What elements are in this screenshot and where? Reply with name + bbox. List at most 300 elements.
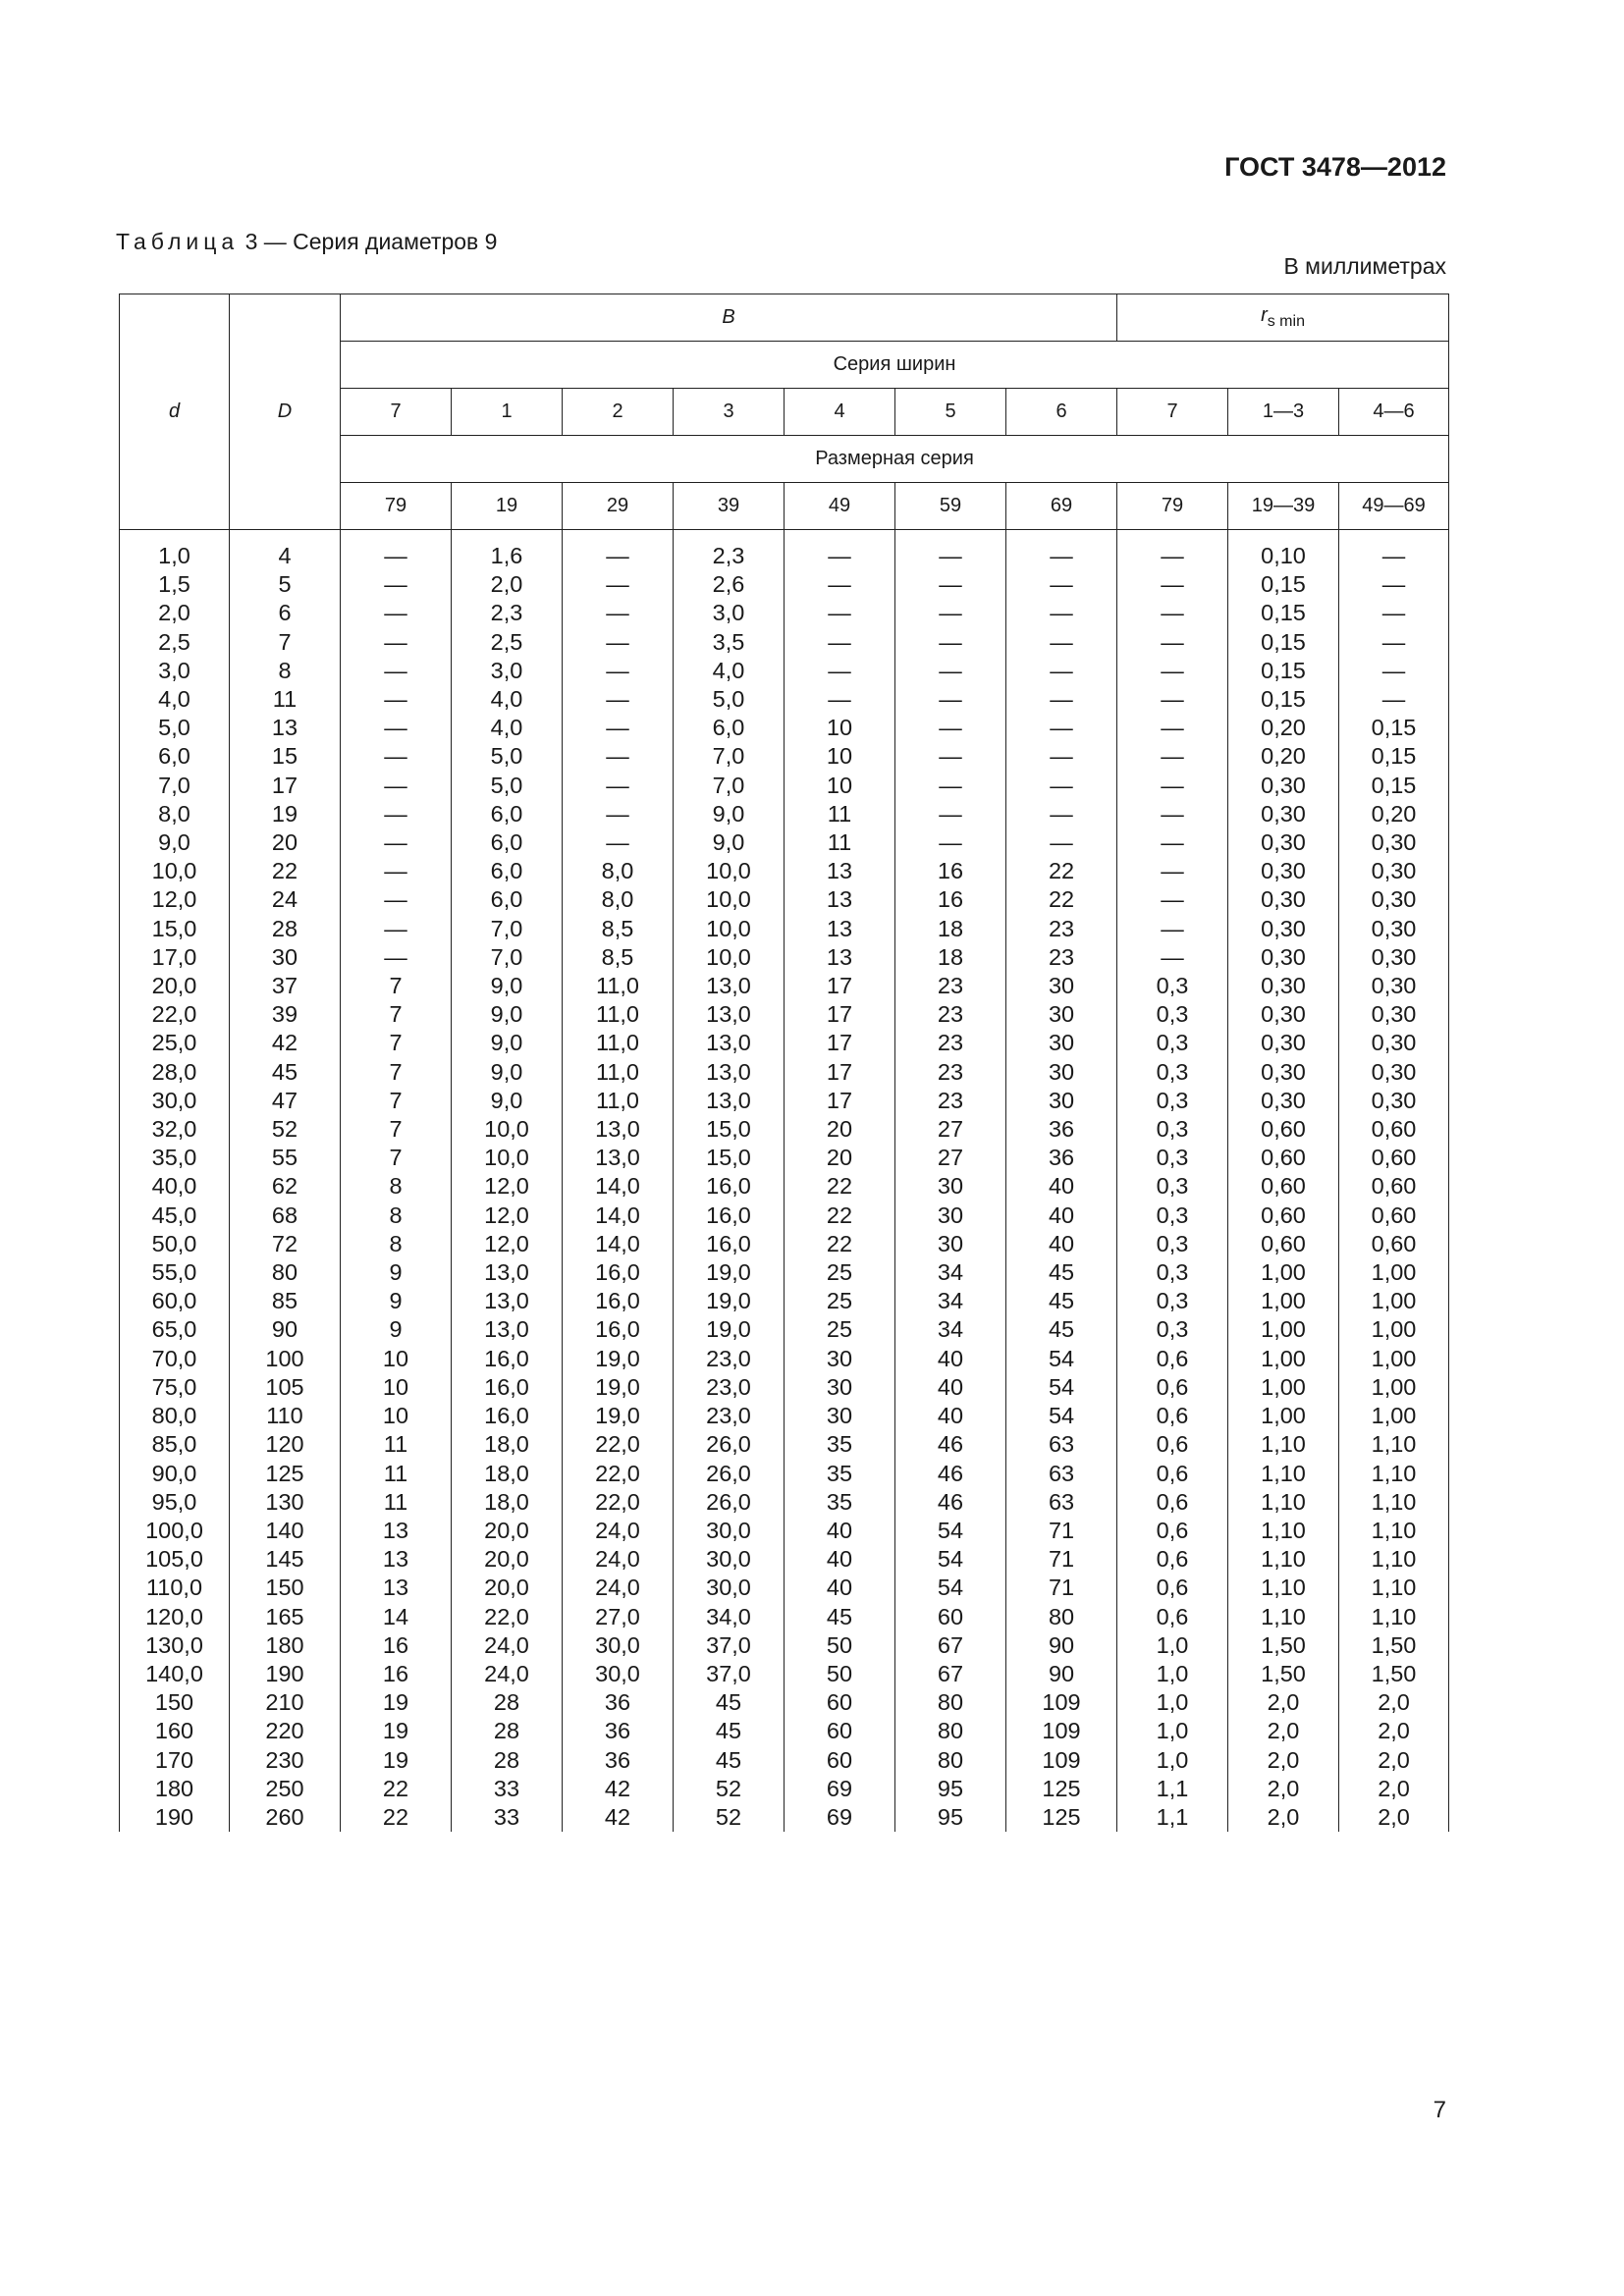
table-cell: 23,0 [706,1373,751,1400]
table-cell: 45 [271,1058,298,1085]
col-rs-1-3-group [1228,1402,1339,1545]
col-b-7-group [341,1402,452,1545]
table-cell: 230 [265,1746,304,1773]
col-rs-1-3-group [1228,828,1339,972]
table-cell: 2,0 [1267,1803,1300,1830]
table-cell: — [939,686,962,713]
table-cell: — [606,600,629,626]
table-cell: 1,0 [1156,1746,1189,1773]
table-cell: 45,0 [151,1201,197,1228]
table-cell: 5,0 [490,743,523,770]
table-cell: 2,0 [1267,1689,1300,1716]
table-cell: 0,30 [1261,886,1306,913]
table-cell: 100 [265,1345,304,1371]
table-cell: 15,0 [151,915,197,941]
table-cell: 8,5 [601,915,634,941]
table-cell: 25,0 [151,1030,197,1056]
col-b-2-group [563,972,674,1115]
page-number: 7 [1433,2097,1446,2123]
col-rs-1-3-group [1228,972,1339,1115]
table-cell: 20,0 [151,973,197,999]
table-cell: 28 [271,915,298,941]
table-cell: 7 [389,1030,403,1056]
col-rs-7-group [1117,1402,1228,1545]
table-cell: 16 [937,858,964,884]
table-cell: — [384,943,407,970]
table-cell: 75,0 [151,1373,197,1400]
col-b-6-group [1006,972,1117,1115]
table-cell: 250 [265,1775,304,1801]
table-cell: 42 [271,1030,298,1056]
dim-series-cell-2: 29 [563,483,674,530]
table-cell: 19 [382,1718,409,1744]
table-cell: 45 [1048,1259,1075,1286]
table-cell: — [606,715,629,741]
table-cell: 60 [826,1718,853,1744]
table-cell: 50 [826,1660,853,1686]
table-cell: 0,30 [1371,915,1417,941]
table-cell: 35 [826,1431,853,1458]
table-cell: 3,0 [712,600,745,626]
table-cell: 1,00 [1261,1373,1306,1400]
table-cell: 120,0 [145,1603,203,1629]
table-cell: 0,30 [1261,858,1306,884]
table-cell: 9,0 [712,829,745,856]
table-cell: 24,0 [484,1631,529,1658]
col-D-group [230,685,341,828]
table-cell: 30 [1048,1001,1075,1028]
table-cell: 0,60 [1261,1201,1306,1228]
table-cell: 1,50 [1261,1660,1306,1686]
col-b-4-group [785,530,895,686]
table-cell: 0,3 [1156,1201,1189,1228]
table-cell: 9,0 [490,1058,523,1085]
table-cell: 0,30 [1371,1030,1417,1056]
table-cell: 27 [937,1145,964,1171]
table-cell: 46 [937,1431,964,1458]
table-cell: — [828,543,851,568]
table-cell: 54 [1048,1403,1075,1429]
table-cell: 150 [265,1575,304,1601]
table-cell: 1,6 [490,543,523,568]
units-note: В миллиметрах [1283,253,1446,279]
table-cell: 6,0 [490,800,523,827]
table-cell: 16,0 [484,1345,529,1371]
table-cell: 5 [278,571,292,598]
table-cell: 8,0 [601,858,634,884]
col-rs-4-6-group [1339,1115,1449,1258]
table-cell: 13 [826,943,853,970]
table-cell: 1,10 [1371,1460,1417,1486]
table-cell: — [606,657,629,683]
table-cell: 145 [265,1546,304,1573]
table-cell: 1,00 [1371,1403,1417,1429]
col-d-group [120,530,230,686]
table-cell: 19,0 [706,1288,751,1314]
table-cell: 0,6 [1156,1546,1189,1573]
table-cell: 36 [604,1746,631,1773]
table-cell: 36 [1048,1145,1075,1171]
table-cell: 22 [382,1775,409,1801]
table-cell: 46 [937,1488,964,1515]
table-cell: 37 [271,973,298,999]
col-b-5-group [895,828,1006,972]
table-cell: 6,0 [712,715,745,741]
table-cell: 20,0 [484,1517,529,1543]
col-b-3-group [674,530,785,686]
table-cell: 0,30 [1371,858,1417,884]
col-b-6-group [1006,1688,1117,1832]
dim-series-cell-0: 79 [341,483,452,530]
table-cell: 28,0 [151,1058,197,1085]
table-cell: 12,0 [484,1201,529,1228]
table-cell: 85,0 [151,1431,197,1458]
col-d-group [120,1402,230,1545]
col-b-4-group [785,828,895,972]
table-cell: — [939,743,962,770]
table-cell: 13,0 [595,1145,640,1171]
table-cell: 95,0 [151,1488,197,1515]
table-cell: 22 [826,1173,853,1200]
table-cell: 0,30 [1371,1058,1417,1085]
dim-series-label: Размерная серия [341,436,1449,483]
group-header-B: B [341,294,1117,342]
table-cell: 2,0 [1378,1775,1410,1801]
table-cell: 11,0 [596,1087,639,1113]
table-cell: 60 [937,1603,964,1629]
table-cell: — [606,686,629,713]
dim-series-cell-8: 19—39 [1228,483,1339,530]
table-cell: 32,0 [151,1116,197,1143]
table-cell: 23 [1048,915,1075,941]
table-cell: 7 [389,1001,403,1028]
table-cell: 2,0 [1267,1718,1300,1744]
table-cell: 1,10 [1261,1603,1306,1629]
table-cell: 10 [826,772,853,798]
table-cell: — [384,686,407,713]
table-cell: — [1050,829,1073,856]
col-b-1-group [452,1115,563,1258]
diameter-series-table [119,294,1449,1832]
table-cell: — [1161,829,1184,856]
col-b-4-group [785,1545,895,1688]
table-cell: 6,0 [490,829,523,856]
table-cell: 10,0 [484,1145,529,1171]
table-cell: — [939,829,962,856]
row-group [120,685,1449,828]
col-b-3-group [674,1545,785,1688]
table-cell: 0,60 [1371,1230,1417,1256]
table-cell: 10,0 [151,858,197,884]
table-cell: 71 [1048,1575,1075,1601]
table-cell: 1,00 [1261,1316,1306,1343]
table-cell: 35 [826,1460,853,1486]
table-cell: 17 [826,1030,853,1056]
col-b-1-group [452,530,563,686]
col-rs-4-6-group [1339,1688,1449,1832]
col-b-1-group [452,972,563,1115]
col-b-3-group [674,972,785,1115]
table-cell: 71 [1048,1546,1075,1573]
table-cell: 13,0 [595,1116,640,1143]
table-cell: 6,0 [158,743,190,770]
table-cell: 0,6 [1156,1403,1189,1429]
table-cell: 0,30 [1261,973,1306,999]
table-cell: 80 [271,1259,298,1286]
table-cell: 23 [1048,943,1075,970]
table-cell: 11 [827,800,852,827]
col-d-group [120,1115,230,1258]
table-cell: 10,0 [706,943,751,970]
col-b-5-group [895,1258,1006,1402]
col-D-group [230,828,341,972]
table-cell: 30 [1048,1058,1075,1085]
col-b-6-group [1006,685,1117,828]
table-cell: 16,0 [595,1259,640,1286]
table-cell: 16,0 [595,1316,640,1343]
table-cell: 24 [271,886,298,913]
row-group [120,972,1449,1115]
table-cell: 30 [1048,1087,1075,1113]
table-cell: 5,0 [712,686,745,713]
table-cell: 13,0 [706,973,751,999]
table-cell: 0,3 [1156,1030,1189,1056]
table-cell: — [828,571,851,598]
table-cell: — [606,829,629,856]
table-cell: 0,20 [1261,715,1306,741]
table-cell: 10 [826,743,853,770]
table-cell: 67 [937,1660,964,1686]
table-cell: 0,30 [1261,829,1306,856]
table-cell: 7,0 [712,743,745,770]
table-cell: — [828,686,851,713]
table-cell: 50 [826,1631,853,1658]
col-D-group [230,1688,341,1832]
table-cell: — [1161,657,1184,683]
table-cell: 4,0 [158,686,190,713]
table-cell: — [1050,686,1073,713]
table-cell: 60 [826,1746,853,1773]
table-cell: 50,0 [151,1230,197,1256]
table-cell: 7,0 [490,915,523,941]
table-cell: — [384,858,407,884]
table-cell: 26,0 [706,1488,751,1515]
table-cell: 9,0 [490,1001,523,1028]
table-cell: 27 [937,1116,964,1143]
table-cell: 13,0 [706,1058,751,1085]
table-cell: 22 [382,1803,409,1830]
table-cell: 5,0 [490,772,523,798]
table-cell: — [1161,686,1184,713]
table-cell: 45 [1048,1288,1075,1314]
table-cell: 16 [382,1631,409,1658]
row-group [120,1115,1449,1258]
table-cell: 37,0 [706,1631,751,1658]
table-cell: 72 [271,1230,298,1256]
table-cell: 23 [937,1030,964,1056]
table-cell: — [606,543,629,568]
table-cell: — [828,600,851,626]
table-cell: — [1161,571,1184,598]
table-cell: 0,60 [1261,1145,1306,1171]
table-cell: 45 [715,1689,742,1716]
table-cell: 1,10 [1371,1546,1417,1573]
table-cell: 40 [937,1403,964,1429]
table-cell: 109 [1042,1689,1081,1716]
table-cell: 0,30 [1371,886,1417,913]
table-cell: 46 [937,1460,964,1486]
col-rs-4-6-group [1339,1258,1449,1402]
table-cell: 2,0 [1267,1746,1300,1773]
table-cell: 36 [604,1689,631,1716]
table-cell: 30 [826,1403,853,1429]
col-rs-1-3-group [1228,1115,1339,1258]
group-header-rs-min [1117,294,1449,342]
col-rs-1-3-group [1228,1545,1339,1688]
table-cell: 36 [1048,1116,1075,1143]
table-cell: 0,30 [1261,915,1306,941]
table-cell: 0,30 [1261,1001,1306,1028]
table-cell: 8 [278,657,292,683]
table-cell: 13,0 [484,1259,529,1286]
table-cell: 30 [826,1373,853,1400]
col-b-4-group [785,972,895,1115]
table-cell: 7,0 [712,772,745,798]
table-cell: 11,0 [596,1030,639,1056]
table-cell: 4,0 [490,715,523,741]
table-cell: 34 [937,1259,964,1286]
table-cell: 90,0 [151,1460,197,1486]
table-cell: 9,0 [490,1087,523,1113]
table-cell: — [939,715,962,741]
table-cell: 0,15 [1261,628,1306,655]
table-cell: 0,6 [1156,1373,1189,1400]
table-cell: 0,6 [1156,1603,1189,1629]
width-series-cell-9: 4—6 [1339,389,1449,436]
table-cell: 16,0 [484,1403,529,1429]
table-cell: 260 [265,1803,304,1830]
col-b-4-group [785,1115,895,1258]
table-cell: 19,0 [595,1403,640,1429]
table-cell: 0,6 [1156,1575,1189,1601]
width-series-cell-5: 5 [895,389,1006,436]
table-cell: 10,0 [484,1116,529,1143]
table-cell: 80 [937,1718,964,1744]
col-rs-7-group [1117,1688,1228,1832]
table-cell: 0,30 [1261,1030,1306,1056]
table-cell: 0,6 [1156,1517,1189,1543]
table-cell: 52 [271,1116,298,1143]
width-series-cell-6: 6 [1006,389,1117,436]
col-d-group [120,972,230,1115]
table-cell: 52 [715,1803,742,1830]
table-cell: 19,0 [595,1345,640,1371]
table-cell: 69 [826,1775,853,1801]
table-cell: 9,0 [490,1030,523,1056]
col-b-2-group [563,1115,674,1258]
rs-symbol: r [1261,304,1268,326]
table-cell: 1,10 [1371,1488,1417,1515]
table-cell: — [384,657,407,683]
table-cell: 0,15 [1261,657,1306,683]
col-b-3-group [674,1258,785,1402]
table-cell: 0,15 [1261,600,1306,626]
table-cell: 14 [382,1603,409,1629]
col-rs-7-group [1117,530,1228,686]
table-cell: 2,6 [712,571,745,598]
table-cell: 2,0 [1378,1689,1410,1716]
table-cell: 42 [604,1775,631,1801]
table-cell: 0,30 [1371,829,1417,856]
table-cell: 1,00 [1261,1345,1306,1371]
table-cell: 0,30 [1261,800,1306,827]
table-cell: 220 [265,1718,304,1744]
col-rs-7-group [1117,972,1228,1115]
table-cell: 1,00 [1371,1316,1417,1343]
table-cell: 13,0 [484,1316,529,1343]
table-cell: 7 [389,1087,403,1113]
table-cell: 0,6 [1156,1488,1189,1515]
table-cell: — [828,657,851,683]
table-cell: 80 [937,1689,964,1716]
table-cell: 80 [937,1746,964,1773]
table-cell: 8 [389,1201,403,1228]
table-cell: — [939,628,962,655]
col-b-1-group [452,1545,563,1688]
table-cell: 1,10 [1261,1546,1306,1573]
table-cell: 13 [826,886,853,913]
table-cell: — [384,571,407,598]
table-cell: 54 [1048,1373,1075,1400]
col-b-5-group [895,972,1006,1115]
col-rs-7-group [1117,1545,1228,1688]
table-cell: 16,0 [484,1373,529,1400]
table-cell: — [1161,628,1184,655]
table-cell: 190 [265,1660,304,1686]
table-cell: 7 [389,1116,403,1143]
table-cell: 10,0 [706,915,751,941]
table-cell: 10 [382,1345,409,1371]
table-cell: 26,0 [706,1431,751,1458]
table-cell: 45 [826,1603,853,1629]
table-cell: 0,3 [1156,1058,1189,1085]
col-b-2-group [563,530,674,686]
table-cell: 0,30 [1261,1087,1306,1113]
table-cell: — [1161,743,1184,770]
table-cell: 24,0 [595,1517,640,1543]
width-series-cell-3: 3 [674,389,785,436]
table-cell: 10 [382,1403,409,1429]
table-cell: 0,30 [1371,973,1417,999]
table-cell: 16,0 [706,1201,751,1228]
table-cell: — [1050,628,1073,655]
table-cell: 54 [937,1517,964,1543]
table-cell: 17,0 [151,943,197,970]
table-cell: 30,0 [151,1087,197,1113]
col-d-group [120,1688,230,1832]
table-cell: 0,30 [1371,1001,1417,1028]
col-rs-4-6-group [1339,972,1449,1115]
table-cell: — [606,743,629,770]
table-cell: 13,0 [706,1087,751,1113]
col-header-D: D [230,294,341,530]
col-b-2-group [563,1688,674,1832]
table-cell: 2,0 [158,600,190,626]
table-cell: 9,0 [712,800,745,827]
width-series-cell-4: 4 [785,389,895,436]
table-cell: — [384,743,407,770]
table-cell: — [1381,657,1406,683]
